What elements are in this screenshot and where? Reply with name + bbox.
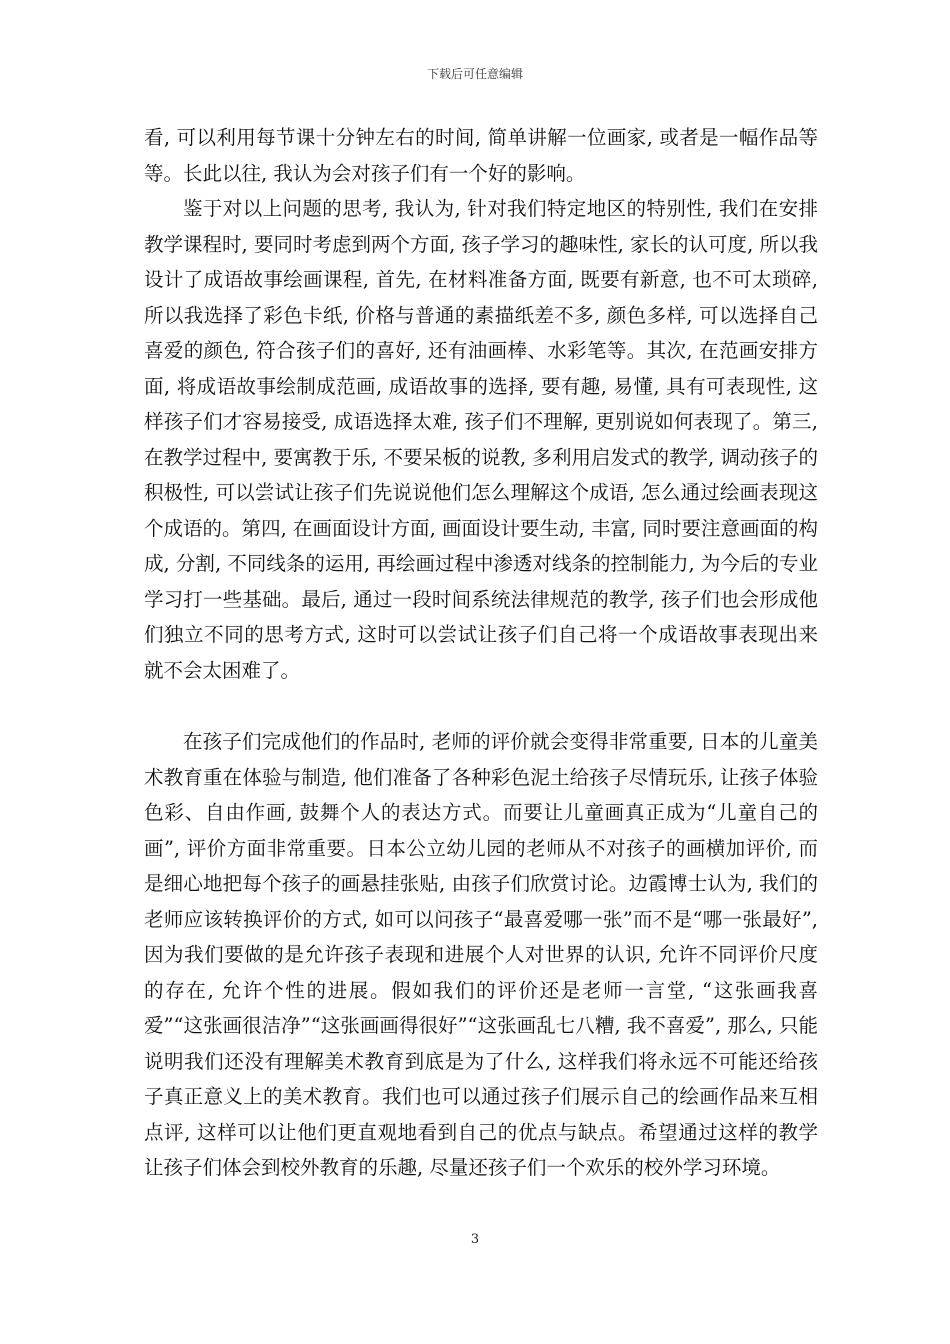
paragraph-evaluation: 在孩子们完成他们的作品时, 老师的评价就会变得非常重要, 日本的儿童美术教育重在体验与制造, 他们准备了各种彩色泥土给孩子尽情玩乐, 让孩子体验色彩、自由作画, 鼓舞个人的表达方式。而要让儿童画真正成为“儿童自己的画”, 评价方面非常重要。日本公立幼儿园的老师从不对孩子的画横加评价, 而是细心地把每个孩子的画悬挂张贴, 由孩子们欣赏讨论。边霞博士认为, 我们的老师应该转换评价的方式, 如可以问孩子“最喜爱哪一张”而不是“哪一张最好”, 因为我们要做的是允许孩子表现和进展个人对世界的认识, 允许不同评价尺度的存在, 允许个性的进展。假如我们的评价还是老师一言堂, “这张画我喜爱”“这张画很洁净”“这张画画得很好”“这张画乱七八糟, 我不喜爱”, 那么, 只能说明我们还没有理解美术教育到底是为了什么, 这样我们将永远不可能还给孩子真正意义上的美术教育。我们也可以通过孩子们展示自己的绘画作品来互相点评, 这样可以让他们更直观地看到自己的优点与缺点。希望通过这样的教学让孩子们体会到校外教育的乐趣, 尽量还孩子们一个欢乐的校外学习环境。 (144, 730, 825, 1179)
paragraph-gap (144, 688, 818, 724)
document-body (144, 120, 825, 1186)
paragraph-course-design: 鉴于对以上问题的思考, 我认为, 针对我们特定地区的特别性, 我们在安排教学课程时, 要同时考虑到两个方面, 孩子学习的趣味性, 家长的认可度, 所以我设计了成语故事绘画课程, 首先, 在材料准备方面, 既要有新意, 也不可太琐碎, 所以我选择了彩色卡纸, 价格与普通的素描纸差不多, 颜色多样, 可以选择自己喜爱的颜色, 符合孩子们的喜好, 还有油画棒、水彩笔等。其次, 在范画安排方面, 将成语故事绘制成范画, 成语故事的选择, 要有趣, 易懂, 具有可表现性, 这样孩子们才容易接受, 成语选择太难, 孩子们不理解, 更别说如何表现了。第三, 在教学过程中, 要寓教于乐, 不要呆板的说教, 多利用启发式的教学, 调动孩子的积极性, 可以尝试让孩子们先说说他们怎么理解这个成语, 怎么通过绘画表现这个成语的。第四, 在画面设计方面, 画面设计要生动, 丰富, 同时要注意画面的构成, 分割, 不同线条的运用, 再绘画过程中渗透对线条的控制能力, 为今后的专业学习打一些基础。最后, 通过一段时间系统法律规范的教学, 孩子们也会形成他们独立不同的思考方式, 这时可以尝试让孩子们自己将一个成语故事表现出来就不会太困难了。 (144, 197, 825, 682)
page-number: 3 (470, 1232, 480, 1247)
paragraph-continuation: 看, 可以利用每节课十分钟左右的时间, 简单讲解一位画家, 或者是一幅作品等等。长此以往, 我认为会对孩子们有一个好的影响。 (144, 126, 818, 185)
page-header: 下载后可任意编辑 (426, 67, 523, 81)
